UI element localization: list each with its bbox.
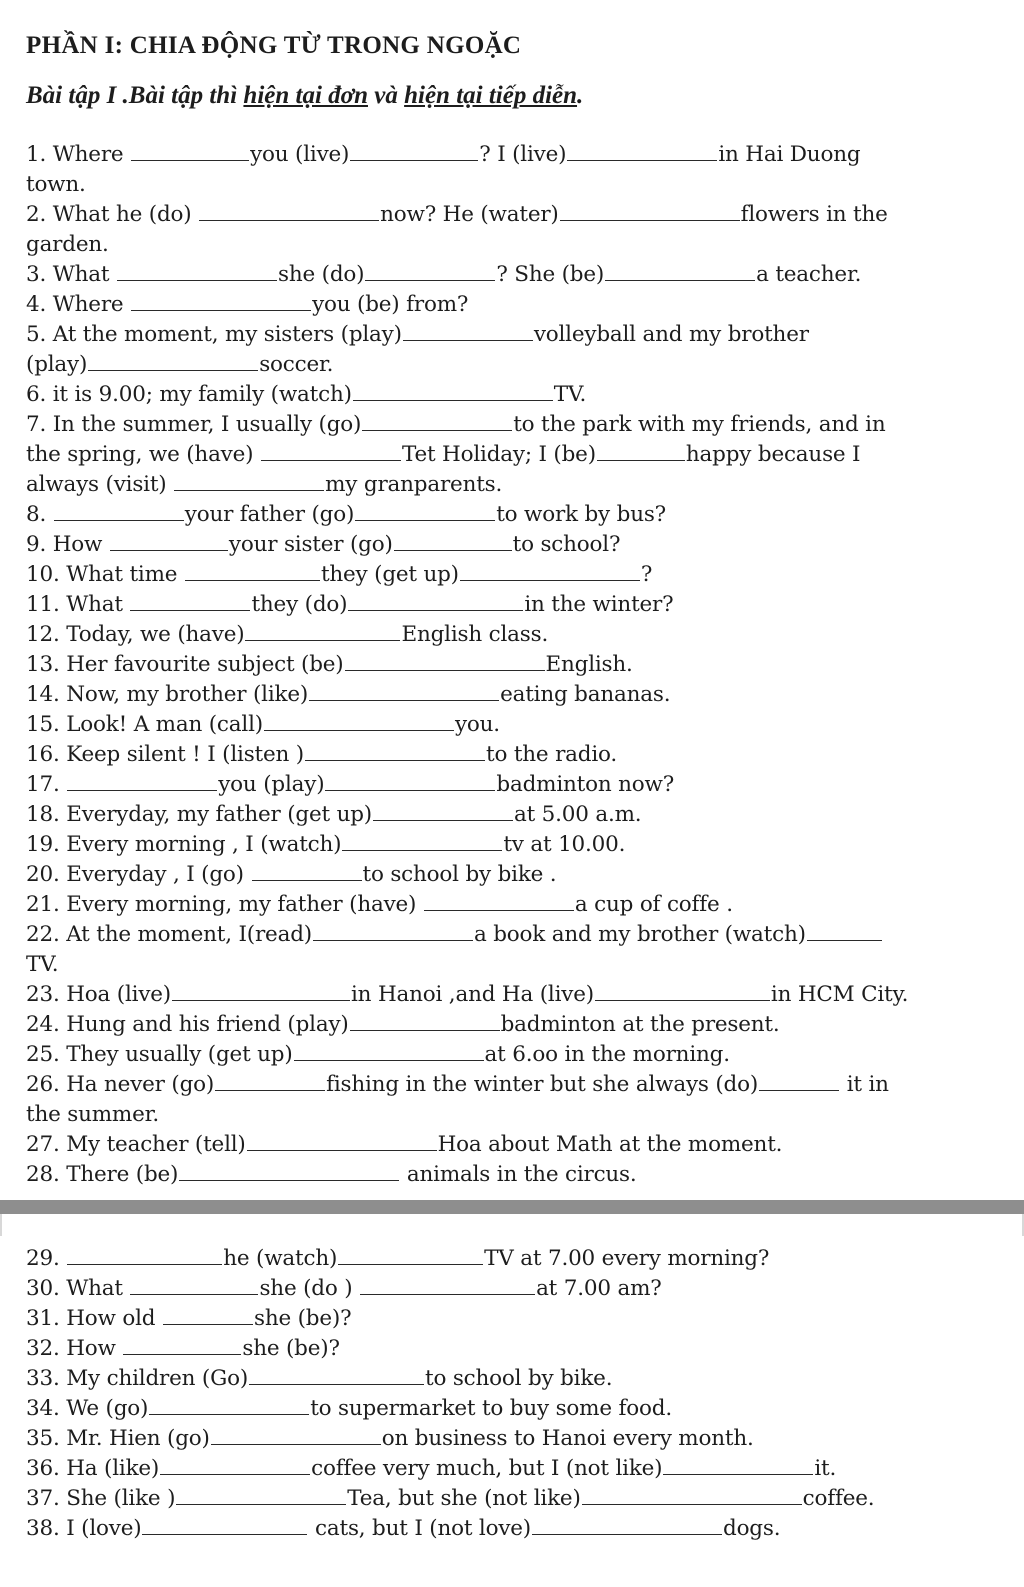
page-gap bbox=[0, 1214, 1024, 1236]
text: to work by bus? bbox=[496, 502, 667, 527]
answer-blank[interactable] bbox=[179, 1161, 399, 1181]
text: at 7.00 am? bbox=[536, 1276, 662, 1301]
text: 17. bbox=[26, 772, 67, 797]
text: 20. Everyday , I (go) bbox=[26, 862, 251, 887]
exercise-line bbox=[26, 800, 641, 830]
text: at 6.oo in the morning. bbox=[484, 1042, 730, 1067]
answer-blank[interactable] bbox=[532, 1515, 722, 1535]
text: garden. bbox=[26, 232, 109, 257]
answer-blank[interactable] bbox=[110, 531, 228, 551]
answer-blank[interactable] bbox=[131, 141, 249, 161]
text: badminton now? bbox=[496, 772, 675, 797]
exercise-line bbox=[26, 1484, 874, 1514]
text: they (get up) bbox=[320, 562, 459, 587]
exercise-line bbox=[26, 830, 625, 860]
text: at 5.00 a.m. bbox=[513, 802, 642, 827]
text: Hoa about Math at the moment. bbox=[437, 1132, 783, 1157]
text: a book and my brother (watch) bbox=[473, 922, 806, 947]
text: town. bbox=[26, 172, 86, 197]
text: 9. How bbox=[26, 532, 109, 557]
text: 36. Ha (like) bbox=[26, 1456, 160, 1481]
text: to the radio. bbox=[486, 742, 617, 767]
exercise-line bbox=[26, 1244, 769, 1274]
text: 12. Today, we (have) bbox=[26, 622, 245, 647]
exercise-line bbox=[26, 620, 548, 650]
exercise-line bbox=[26, 590, 673, 620]
exercise-title-part3: . bbox=[577, 82, 584, 109]
answer-blank[interactable] bbox=[261, 441, 401, 461]
text: 2. What he (do) bbox=[26, 202, 199, 227]
exercise-line bbox=[26, 1040, 730, 1070]
answer-blank[interactable] bbox=[54, 501, 184, 521]
answer-blank[interactable] bbox=[249, 1365, 424, 1385]
text: you (play) bbox=[218, 772, 325, 797]
exercise-line bbox=[26, 440, 860, 470]
text: 13. Her favourite subject (be) bbox=[26, 652, 344, 677]
answer-blank[interactable] bbox=[176, 1485, 346, 1505]
answer-blank[interactable] bbox=[350, 141, 478, 161]
answer-blank[interactable] bbox=[211, 1425, 381, 1445]
text: Tet Holiday; I (be) bbox=[401, 442, 596, 467]
exercise-line bbox=[26, 1514, 780, 1544]
exercise-line bbox=[26, 380, 586, 410]
answer-blank[interactable] bbox=[373, 801, 513, 821]
exercise-line bbox=[26, 890, 733, 920]
exercise-line bbox=[26, 950, 58, 980]
text: my granparents. bbox=[325, 472, 503, 497]
exercise-line bbox=[26, 200, 888, 230]
answer-blank[interactable] bbox=[424, 891, 574, 911]
answer-blank[interactable] bbox=[252, 861, 362, 881]
answer-blank[interactable] bbox=[663, 1455, 813, 1475]
exercise-line bbox=[26, 740, 617, 770]
answer-blank[interactable] bbox=[294, 1041, 484, 1061]
text: to the park with my friends, and in bbox=[513, 412, 886, 437]
answer-blank[interactable] bbox=[163, 1305, 253, 1325]
answer-blank[interactable] bbox=[582, 1485, 802, 1505]
exercise-line bbox=[26, 1130, 782, 1160]
text: 30. What bbox=[26, 1276, 130, 1301]
exercise-line bbox=[26, 560, 652, 590]
answer-blank[interactable] bbox=[199, 201, 379, 221]
exercise-line bbox=[26, 470, 502, 500]
text: your sister (go) bbox=[228, 532, 393, 557]
text: you (live) bbox=[250, 142, 350, 167]
answer-blank[interactable] bbox=[123, 1335, 241, 1355]
exercise-line bbox=[26, 650, 633, 680]
text: animals in the circus. bbox=[400, 1162, 637, 1187]
text: ? She (be) bbox=[496, 262, 605, 287]
exercise-line bbox=[26, 1304, 351, 1334]
text: in Hanoi ,and Ha (live) bbox=[350, 982, 594, 1007]
exercise-line bbox=[26, 1160, 637, 1190]
text: 10. What time bbox=[26, 562, 184, 587]
exercise-line bbox=[26, 1070, 889, 1100]
text: 24. Hung and his friend (play) bbox=[26, 1012, 349, 1037]
exercise-line bbox=[26, 1394, 672, 1424]
exercise-line bbox=[26, 1364, 612, 1394]
text: 35. Mr. Hien (go) bbox=[26, 1426, 210, 1451]
answer-blank[interactable] bbox=[355, 501, 495, 521]
answer-blank[interactable] bbox=[117, 261, 277, 281]
text: on business to Hanoi every month. bbox=[381, 1426, 754, 1451]
exercise-line bbox=[26, 350, 333, 380]
exercise-line bbox=[26, 860, 556, 890]
text: 28. There (be) bbox=[26, 1162, 179, 1187]
text: badminton at the present. bbox=[500, 1012, 780, 1037]
text: 8. bbox=[26, 502, 53, 527]
text: soccer. bbox=[259, 352, 334, 377]
text: 38. I (love) bbox=[26, 1516, 142, 1541]
text: it. bbox=[814, 1456, 837, 1481]
text: Tea, but she (not like) bbox=[347, 1486, 581, 1511]
text: 11. What bbox=[26, 592, 130, 617]
text: a teacher. bbox=[756, 262, 862, 287]
answer-blank[interactable] bbox=[67, 771, 217, 791]
answer-blank[interactable] bbox=[759, 1071, 839, 1091]
answer-blank[interactable] bbox=[353, 381, 553, 401]
answer-blank[interactable] bbox=[394, 531, 512, 551]
text: volleyball and my brother bbox=[533, 322, 809, 347]
answer-blank[interactable] bbox=[365, 261, 495, 281]
answer-blank[interactable] bbox=[185, 561, 320, 581]
answer-blank[interactable] bbox=[142, 1515, 307, 1535]
text: 4. Where bbox=[26, 292, 131, 317]
answer-blank[interactable] bbox=[560, 201, 740, 221]
answer-blank[interactable] bbox=[595, 981, 770, 1001]
answer-blank[interactable] bbox=[245, 621, 400, 641]
text: English class. bbox=[401, 622, 549, 647]
page-divider bbox=[0, 1200, 1024, 1214]
exercise-line bbox=[26, 140, 860, 170]
answer-blank[interactable] bbox=[313, 921, 473, 941]
answer-blank[interactable] bbox=[342, 831, 502, 851]
exercise-line bbox=[26, 170, 86, 200]
text: 19. Every morning , I (watch) bbox=[26, 832, 342, 857]
text: she (do ) bbox=[259, 1276, 360, 1301]
text: eating bananas. bbox=[500, 682, 671, 707]
text: coffee. bbox=[802, 1486, 875, 1511]
exercise-line bbox=[26, 1454, 836, 1484]
answer-blank[interactable] bbox=[172, 981, 350, 1001]
text: 1. Where bbox=[26, 142, 131, 167]
exercise-line bbox=[26, 320, 809, 350]
exercise-title-present-simple: hiện tại đơn bbox=[243, 82, 368, 109]
exercise-line bbox=[26, 680, 670, 710]
exercise-line bbox=[26, 260, 861, 290]
answer-blank[interactable] bbox=[350, 1011, 500, 1031]
text: she (be)? bbox=[253, 1306, 352, 1331]
answer-blank[interactable] bbox=[362, 411, 512, 431]
answer-blank[interactable] bbox=[309, 681, 499, 701]
answer-blank[interactable] bbox=[403, 321, 533, 341]
answer-blank[interactable] bbox=[174, 471, 324, 491]
exercise-line bbox=[26, 530, 620, 560]
exercise-line bbox=[26, 1100, 159, 1130]
answer-blank[interactable] bbox=[345, 651, 545, 671]
answer-blank[interactable] bbox=[360, 1275, 535, 1295]
text: ? bbox=[640, 562, 653, 587]
text: fishing in the winter but she always (do) bbox=[326, 1072, 759, 1097]
text: your father (go) bbox=[184, 502, 355, 527]
exercise-line bbox=[26, 410, 886, 440]
answer-blank[interactable] bbox=[460, 561, 640, 581]
text: you (be) from? bbox=[312, 292, 469, 317]
text: TV. bbox=[26, 952, 59, 977]
answer-blank[interactable] bbox=[160, 1455, 310, 1475]
section-heading: PHẦN I: CHIA ĐỘNG TỪ TRONG NGOẶC bbox=[26, 32, 522, 59]
answer-blank[interactable] bbox=[67, 1245, 222, 1265]
text: always (visit) bbox=[26, 472, 174, 497]
text: 14. Now, my brother (like) bbox=[26, 682, 309, 707]
text: 7. In the summer, I usually (go) bbox=[26, 412, 362, 437]
answer-blank[interactable] bbox=[130, 591, 250, 611]
text: in Hai Duong bbox=[718, 142, 861, 167]
exercise-line bbox=[26, 230, 109, 260]
answer-blank[interactable] bbox=[264, 711, 454, 731]
text: a cup of coffe . bbox=[574, 892, 733, 917]
exercise-line bbox=[26, 710, 500, 740]
text: 23. Hoa (live) bbox=[26, 982, 171, 1007]
text: now? He (water) bbox=[380, 202, 559, 227]
text: to school? bbox=[512, 532, 621, 557]
text: 37. She (like ) bbox=[26, 1486, 176, 1511]
text: she (do) bbox=[278, 262, 365, 287]
answer-blank[interactable] bbox=[597, 441, 685, 461]
answer-blank[interactable] bbox=[325, 771, 495, 791]
text: 34. We (go) bbox=[26, 1396, 149, 1421]
text: 21. Every morning, my father (have) bbox=[26, 892, 423, 917]
exercise-line bbox=[26, 1424, 754, 1454]
text: 26. Ha never (go) bbox=[26, 1072, 215, 1097]
text: flowers in the bbox=[740, 202, 888, 227]
text: the spring, we (have) bbox=[26, 442, 260, 467]
exercise-line bbox=[26, 500, 666, 530]
exercise-line bbox=[26, 1274, 662, 1304]
answer-blank[interactable] bbox=[247, 1131, 437, 1151]
text: he (watch) bbox=[223, 1246, 338, 1271]
answer-blank[interactable] bbox=[348, 591, 523, 611]
text: to school by bike . bbox=[362, 862, 557, 887]
text: you. bbox=[454, 712, 500, 737]
exercise-title-part1: Bài tập I .Bài tập thì bbox=[26, 82, 244, 109]
exercise-line bbox=[26, 1010, 780, 1040]
text: they (do) bbox=[251, 592, 348, 617]
text: in HCM City. bbox=[770, 982, 909, 1007]
text: to supermarket to buy some food. bbox=[310, 1396, 672, 1421]
exercise-title-part2: và bbox=[367, 82, 405, 109]
text: 18. Everyday, my father (get up) bbox=[26, 802, 372, 827]
answer-blank[interactable] bbox=[605, 261, 755, 281]
answer-blank[interactable] bbox=[807, 921, 882, 941]
exercise-title-present-continuous: hiện tại tiếp diễn bbox=[404, 82, 578, 109]
exercise-title bbox=[26, 82, 583, 110]
text: English. bbox=[545, 652, 633, 677]
text: 31. How old bbox=[26, 1306, 162, 1331]
text: ? I (live) bbox=[479, 142, 567, 167]
text: 6. it is 9.00; my family (watch) bbox=[26, 382, 352, 407]
text: cats, but I (not love) bbox=[308, 1516, 531, 1541]
answer-blank[interactable] bbox=[131, 291, 311, 311]
text: 33. My children (Go) bbox=[26, 1366, 249, 1391]
answer-blank[interactable] bbox=[215, 1071, 325, 1091]
text: 3. What bbox=[26, 262, 116, 287]
exercise-line bbox=[26, 770, 674, 800]
exercise-line bbox=[26, 290, 468, 320]
text: 16. Keep silent ! I (listen ) bbox=[26, 742, 304, 767]
answer-blank[interactable] bbox=[88, 351, 258, 371]
text: 15. Look! A man (call) bbox=[26, 712, 263, 737]
text: 29. bbox=[26, 1246, 67, 1271]
text: tv at 10.00. bbox=[503, 832, 626, 857]
exercise-line bbox=[26, 980, 908, 1010]
text: happy because I bbox=[685, 442, 861, 467]
text: TV at 7.00 every morning? bbox=[484, 1246, 770, 1271]
text: dogs. bbox=[723, 1516, 781, 1541]
text: 5. At the moment, my sisters (play) bbox=[26, 322, 402, 347]
exercise-line bbox=[26, 1334, 340, 1364]
text: the summer. bbox=[26, 1102, 159, 1127]
answer-blank[interactable] bbox=[305, 741, 485, 761]
text: it in bbox=[840, 1072, 889, 1097]
answer-blank[interactable] bbox=[338, 1245, 483, 1265]
text: in the winter? bbox=[524, 592, 674, 617]
exercise-line bbox=[26, 920, 883, 950]
answer-blank[interactable] bbox=[130, 1275, 258, 1295]
answer-blank[interactable] bbox=[567, 141, 717, 161]
text: 22. At the moment, I(read) bbox=[26, 922, 312, 947]
text: 27. My teacher (tell) bbox=[26, 1132, 246, 1157]
text: 25. They usually (get up) bbox=[26, 1042, 293, 1067]
text: 32. How bbox=[26, 1336, 123, 1361]
text: (play) bbox=[26, 352, 88, 377]
answer-blank[interactable] bbox=[149, 1395, 309, 1415]
text: TV. bbox=[553, 382, 587, 407]
text: she (be)? bbox=[242, 1336, 340, 1361]
text: coffee very much, but I (not like) bbox=[311, 1456, 663, 1481]
text: to school by bike. bbox=[425, 1366, 613, 1391]
